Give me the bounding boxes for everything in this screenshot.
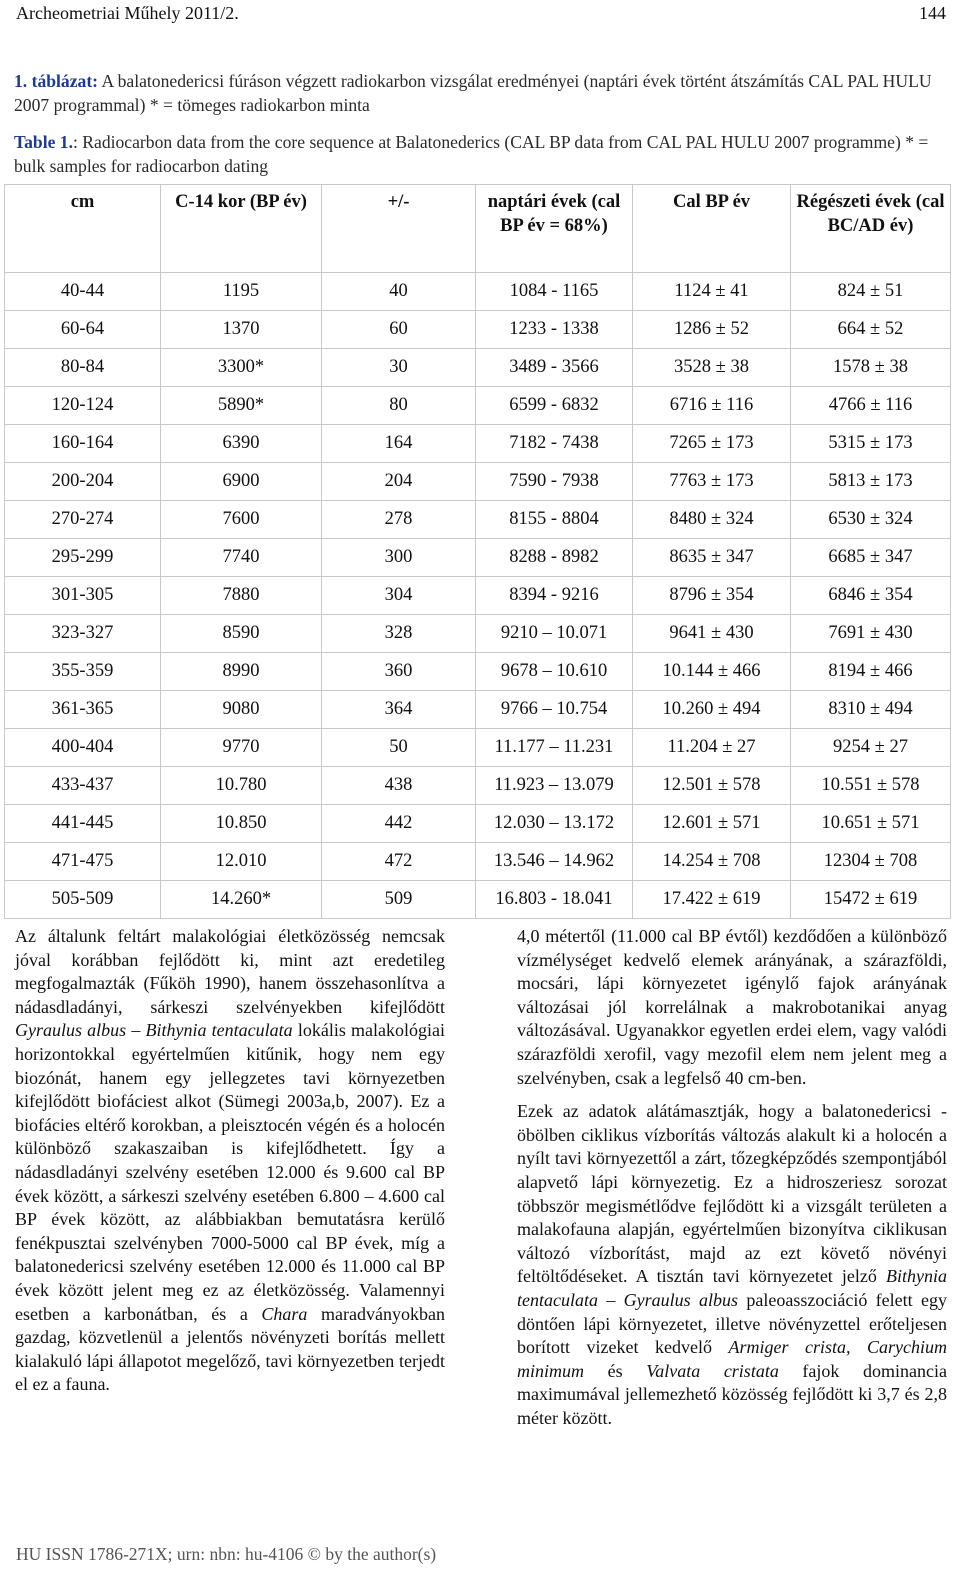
- italic-taxon-name: Valvata cristata: [646, 1360, 779, 1381]
- table-cell: 12.010: [161, 843, 322, 881]
- body-column-right: [517, 925, 947, 1440]
- table-cell: 12304 ± 708: [791, 843, 951, 881]
- table-caption-english: [14, 131, 948, 178]
- table-cell: 441-445: [5, 805, 161, 843]
- table-cell: 6900: [161, 463, 322, 501]
- table-cell: 10.260 ± 494: [633, 691, 791, 729]
- caption-hu-lead: 1. táblázat:: [14, 71, 99, 91]
- table-cell: 472: [322, 843, 476, 881]
- header-cal-bp: Cal BP év: [633, 185, 791, 273]
- table-cell: 30: [322, 349, 476, 387]
- footer-issn: HU ISSN 1786-271X; urn: nbn: hu-4106 © by the author(s): [16, 1544, 437, 1564]
- table-cell: 8796 ± 354: [633, 577, 791, 615]
- table-cell: 323-327: [5, 615, 161, 653]
- table-cell: 13.546 – 14.962: [476, 843, 633, 881]
- table-cell: 6390: [161, 425, 322, 463]
- table-row: [5, 501, 951, 539]
- table-cell: 355-359: [5, 653, 161, 691]
- table-cell: 7763 ± 173: [633, 463, 791, 501]
- table-row: [5, 729, 951, 767]
- table-cell: 16.803 - 18.041: [476, 881, 633, 919]
- table-cell: 471-475: [5, 843, 161, 881]
- table-cell: 1124 ± 41: [633, 273, 791, 311]
- table-cell: 400-404: [5, 729, 161, 767]
- table-cell: 8194 ± 466: [791, 653, 951, 691]
- table-row: [5, 691, 951, 729]
- table-cell: 3489 - 3566: [476, 349, 633, 387]
- paragraph: [15, 925, 445, 1397]
- header-error: +/-: [322, 185, 476, 273]
- table-cell: 1370: [161, 311, 322, 349]
- table-cell: 10.651 ± 571: [791, 805, 951, 843]
- table-cell: 270-274: [5, 501, 161, 539]
- table-cell: 12.601 ± 571: [633, 805, 791, 843]
- table-cell: 304: [322, 577, 476, 615]
- table-cell: 664 ± 52: [791, 311, 951, 349]
- table-cell: 3300*: [161, 349, 322, 387]
- table-cell: 8394 - 9216: [476, 577, 633, 615]
- table-cell: 12.030 – 13.172: [476, 805, 633, 843]
- table-cell: 6599 - 6832: [476, 387, 633, 425]
- table-cell: 9766 – 10.754: [476, 691, 633, 729]
- journal-title: Archeometriai Műhely 2011/2.: [16, 3, 239, 23]
- table-cell: 1084 - 1165: [476, 273, 633, 311]
- italic-taxon-name: Chara: [261, 1303, 308, 1324]
- header-calendar-years: naptári évek (cal BP év = 68%): [476, 185, 633, 273]
- table-cell: 3528 ± 38: [633, 349, 791, 387]
- text-run: 4,0 métertől (11.000 cal BP évtől) kezdődően a különböző vízmélységet kedvelő elemek arányának, a szárazföldi, mocsári, lápi környezetet igénylő fajok arányának változásai jól korrelálnak a makrobotanikai anyag változásával. Ugyanakkor egyetlen erdei elem, vagy valódi szárazföldi xerofil, vagy mezofil elem nem jelent meg a szelvényben, csak a legfelső 40 cm-ben.: [517, 926, 947, 1088]
- table-cell: 4766 ± 116: [791, 387, 951, 425]
- running-header: [16, 2, 946, 24]
- table-cell: 50: [322, 729, 476, 767]
- table-cell: 361-365: [5, 691, 161, 729]
- table-cell: 40: [322, 273, 476, 311]
- table-cell: 9770: [161, 729, 322, 767]
- radiocarbon-table: [4, 184, 951, 919]
- table-cell: 8635 ± 347: [633, 539, 791, 577]
- caption-en-lead: Table 1.: [14, 132, 73, 152]
- table-row: [5, 273, 951, 311]
- table-cell: 295-299: [5, 539, 161, 577]
- table-cell: 5315 ± 173: [791, 425, 951, 463]
- text-run: paleoasszociáció felett egy döntően lápi környezetet, illetve növényzettel erőteljesen borított vizeket kedvelő: [517, 1289, 947, 1358]
- table-cell: 5813 ± 173: [791, 463, 951, 501]
- table-cell: 433-437: [5, 767, 161, 805]
- table-cell: 14.254 ± 708: [633, 843, 791, 881]
- table-cell: 7600: [161, 501, 322, 539]
- table-cell: 6846 ± 354: [791, 577, 951, 615]
- table-cell: 509: [322, 881, 476, 919]
- italic-taxon-name: Gyraulus albus – Bithynia tentaculata: [15, 1020, 293, 1041]
- table-cell: 8310 ± 494: [791, 691, 951, 729]
- italic-taxon-name: Bithynia tentaculata – Gyraulus albus: [517, 1266, 947, 1310]
- caption-hu-text: A balatonedericsi fúráson végzett radiokarbon vizsgálat eredményei (naptári évek történt átszámítás CAL PAL HULU 2007 programmal) * = tömeges radiokarbon minta: [14, 71, 932, 115]
- table-cell: 9641 ± 430: [633, 615, 791, 653]
- table-cell: 7691 ± 430: [791, 615, 951, 653]
- table-cell: 7740: [161, 539, 322, 577]
- paragraph: [517, 1100, 947, 1430]
- table-cell: 11.923 – 13.079: [476, 767, 633, 805]
- table-cell: 8590: [161, 615, 322, 653]
- table-row: [5, 653, 951, 691]
- header-depth-cm: cm: [5, 185, 161, 273]
- table-cell: 15472 ± 619: [791, 881, 951, 919]
- paragraph: [517, 925, 947, 1090]
- caption-en-text: : Radiocarbon data from the core sequence at Balatonederics (CAL BP data from CAL PAL HULU 2007 programme) * = bulk samples for radiocarbon dating: [14, 132, 929, 176]
- table-cell: 7182 - 7438: [476, 425, 633, 463]
- table-cell: 14.260*: [161, 881, 322, 919]
- table-cell: 9678 – 10.610: [476, 653, 633, 691]
- table-cell: 7265 ± 173: [633, 425, 791, 463]
- table-cell: 278: [322, 501, 476, 539]
- table-row: [5, 843, 951, 881]
- table-row: [5, 577, 951, 615]
- table-body: [5, 273, 951, 919]
- table-row: [5, 349, 951, 387]
- body-column-left: [15, 925, 445, 1407]
- table-row: [5, 311, 951, 349]
- table-row: [5, 615, 951, 653]
- table-cell: 438: [322, 767, 476, 805]
- table-cell: 164: [322, 425, 476, 463]
- text-run: és: [584, 1360, 647, 1381]
- page-number: 144: [919, 3, 946, 23]
- table-cell: 160-164: [5, 425, 161, 463]
- table-cell: 204: [322, 463, 476, 501]
- text-run: Az általunk feltárt malakológiai életközösség nemcsak jóval korábban fejlődött ki, mint azt eredetileg megfogalmazták (Fűköh 1990), hanem összehasonlítva a nádasdladányi, sárkeszi szelvényekben kifejlődött: [15, 926, 445, 1017]
- table-cell: 11.204 ± 27: [633, 729, 791, 767]
- table-cell: 1195: [161, 273, 322, 311]
- table-header-row: [5, 185, 951, 273]
- text-run: fajok dominanciа maximumával jellemezhető közösség fejlődött ki 3,7 és 2,8 méter között.: [517, 1360, 947, 1428]
- table-cell: 120-124: [5, 387, 161, 425]
- header-c14-age: C-14 kor (BP év): [161, 185, 322, 273]
- table-cell: 10.780: [161, 767, 322, 805]
- table-cell: 6530 ± 324: [791, 501, 951, 539]
- table-cell: 442: [322, 805, 476, 843]
- table-cell: 5890*: [161, 387, 322, 425]
- table-cell: 328: [322, 615, 476, 653]
- table-cell: 80-84: [5, 349, 161, 387]
- table-cell: 301-305: [5, 577, 161, 615]
- table-cell: 360: [322, 653, 476, 691]
- text-run: maradványokban gazdag, közvetlenül a jelentős növényzeti borítás mellett kialakuló lápi állapotot megelőző, tavi környezetben terjedt el ez a fauna.: [15, 1303, 445, 1395]
- header-archaeological-years: Régészeti évek (cal BC/AD év): [791, 185, 951, 273]
- table-row: [5, 805, 951, 843]
- table-cell: 60-64: [5, 311, 161, 349]
- table-row: [5, 539, 951, 577]
- table-cell: 9080: [161, 691, 322, 729]
- table-cell: 364: [322, 691, 476, 729]
- italic-taxon-name: Armiger crista, Carychium minimum: [517, 1337, 948, 1381]
- table-cell: 80: [322, 387, 476, 425]
- table-cell: 7590 - 7938: [476, 463, 633, 501]
- table-caption-hungarian: [14, 70, 948, 117]
- table-cell: 1233 - 1338: [476, 311, 633, 349]
- table-cell: 6685 ± 347: [791, 539, 951, 577]
- table-cell: 10.144 ± 466: [633, 653, 791, 691]
- table-row: [5, 425, 951, 463]
- table-cell: 505-509: [5, 881, 161, 919]
- table-cell: 300: [322, 539, 476, 577]
- table-cell: 10.850: [161, 805, 322, 843]
- table-cell: 10.551 ± 578: [791, 767, 951, 805]
- table-cell: 6716 ± 116: [633, 387, 791, 425]
- table-cell: 8155 - 8804: [476, 501, 633, 539]
- table-cell: 11.177 – 11.231: [476, 729, 633, 767]
- table-cell: 8480 ± 324: [633, 501, 791, 539]
- table-cell: 1578 ± 38: [791, 349, 951, 387]
- table-row: [5, 767, 951, 805]
- table-cell: 9210 – 10.071: [476, 615, 633, 653]
- table-cell: 8288 - 8982: [476, 539, 633, 577]
- table-cell: 200-204: [5, 463, 161, 501]
- table-cell: 12.501 ± 578: [633, 767, 791, 805]
- text-run: Ezek az adatok alátámasztják, hogy a balatonedericsi - öbölben ciklikus vízborítás változás alakult ki a holocén a nyílt tavi környezettől a zárt, tőzegképződés szempontjából alapvető lápi környezetig. Ez a hidroszeriesz sorozat többször megismétlődve fejlődött ki a vizsgált területen a malakofauna alapján, egyértelműen bizonyítva ciklikusan változó vízborítást, majd az ezt követő növényi feltöltődéseket. A tisztán tavi környezetet jelző: [517, 1101, 947, 1287]
- table-cell: 1286 ± 52: [633, 311, 791, 349]
- table-cell: 9254 ± 27: [791, 729, 951, 767]
- table-cell: 60: [322, 311, 476, 349]
- table-cell: 40-44: [5, 273, 161, 311]
- table-cell: 7880: [161, 577, 322, 615]
- table-cell: 8990: [161, 653, 322, 691]
- table-cell: 824 ± 51: [791, 273, 951, 311]
- table-cell: 17.422 ± 619: [633, 881, 791, 919]
- text-run: lokális malakológiai horizontokkal egyértelműen kitűnik, hogy nem egy biozónát, hanem egy jellegzetes tavi környezetben kifejlődött biofáciest alkot (Sümegi 2003a,b, 2007). Ez a biofácies eltérő korokban, a pleisztocén végén és a holocén különböző szakaszaiban is kifejlődhetett. Így a nádasdladányi szelvény esetében 12.000 és 9.600 cal BP évek között, a sárkeszi szelvény esetében 6.800 – 4.600 cal BP évek között, az alábbiakban bemutatásra kerülő fenékpusztai szelvényben 7000-5000 cal BP évek, míg a balatonedericsi szelvény esetében 12.000 és 11.000 cal BP évek között jelent meg ez az életközösség. Valamennyi esetben a karbonátban, és a: [15, 1020, 445, 1324]
- table-row: [5, 463, 951, 501]
- table-row: [5, 881, 951, 919]
- table-row: [5, 387, 951, 425]
